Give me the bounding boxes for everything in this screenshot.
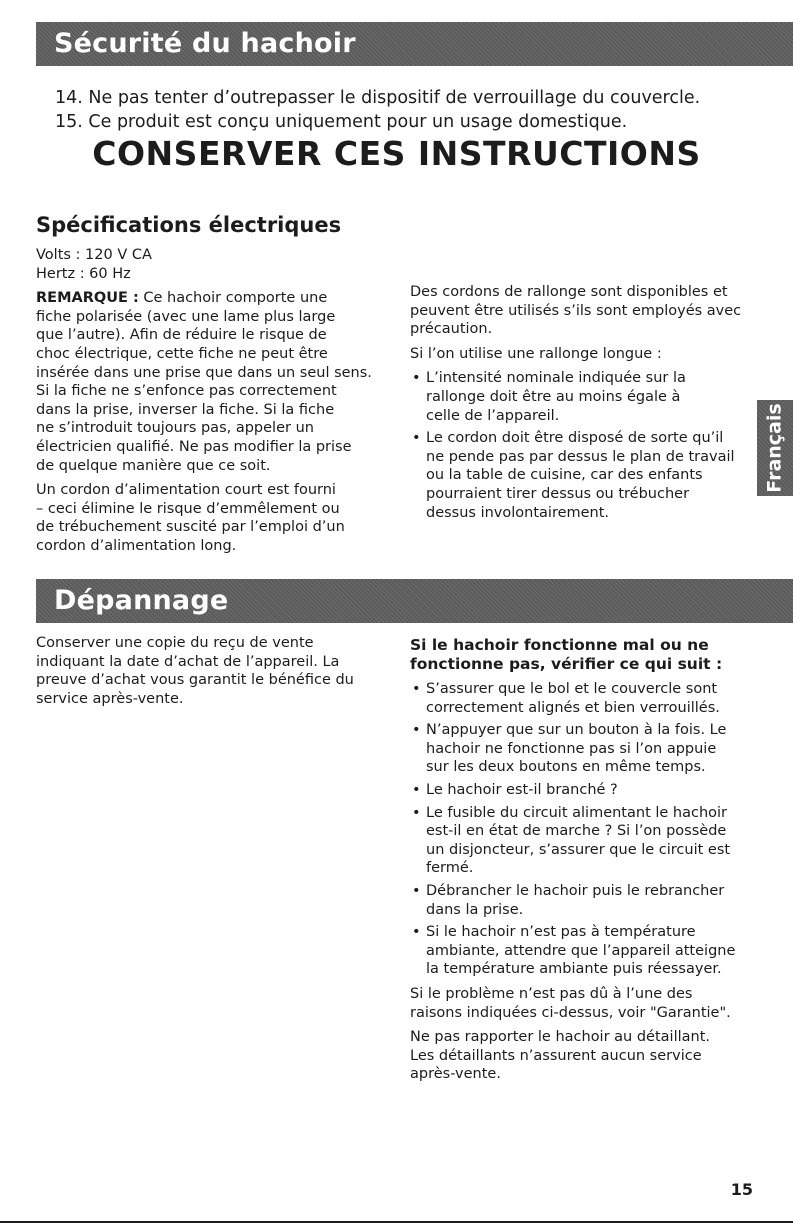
volts-line: Volts : 120 V CA bbox=[36, 247, 152, 263]
language-tab bbox=[757, 400, 793, 496]
remarque-line: de quelque manière que ce soit. bbox=[36, 457, 271, 474]
bullet-line: la température ambiante puis réessayer. bbox=[426, 961, 722, 978]
section-title: Sécurité du hachoir bbox=[54, 28, 356, 59]
bullet-line: • S’assurer que le bol et le couvercle sont bbox=[426, 681, 718, 697]
check-bullet bbox=[410, 882, 760, 919]
bullet-line: ou la table de cuisine, car des enfants bbox=[426, 467, 703, 484]
check-bullet bbox=[410, 923, 760, 979]
language-tab-label: Français bbox=[764, 403, 787, 493]
bullet-line: hachoir ne fonctionne pas si l’on appuie bbox=[426, 740, 717, 757]
check-heading bbox=[410, 636, 760, 674]
bullet-line: • Débrancher le hachoir puis le rebrancher bbox=[426, 882, 725, 899]
retailer-line: après-vente. bbox=[410, 1066, 501, 1083]
section-title: Dépannage bbox=[54, 585, 229, 616]
bullet-line: celle de l’appareil. bbox=[426, 407, 560, 424]
bullet-line: est-il en état de marche ? Si l’on possède bbox=[426, 823, 727, 840]
page-number: 15 bbox=[730, 1180, 753, 1199]
rallonge-paragraph bbox=[410, 283, 750, 339]
remarque-paragraph bbox=[36, 289, 386, 475]
receipt-line: preuve d’achat vous garantit le bénéfice du bbox=[36, 672, 354, 689]
remarque-line: dans la prise, inverser la fiche. Si la fiche bbox=[36, 401, 335, 418]
problem-line: raisons indiquées ci-dessus, voir "Garantie". bbox=[410, 1004, 731, 1021]
troubleshooting-left-column bbox=[36, 634, 386, 708]
safety-list bbox=[55, 86, 700, 134]
remarque-line: fiche polarisée (avec une lame plus large bbox=[36, 308, 336, 325]
retailer-paragraph bbox=[410, 1028, 760, 1084]
receipt-line: indiquant la date d’achat de l’appareil. La bbox=[36, 653, 340, 670]
receipt-paragraph bbox=[36, 634, 386, 708]
bullet-line: sur les deux boutons en même temps. bbox=[426, 759, 706, 776]
remarque-line: Ce hachoir comporte une bbox=[138, 290, 328, 307]
hertz-line: Hertz : 60 Hz bbox=[36, 265, 131, 282]
rallonge-bullet bbox=[410, 369, 750, 425]
electrical-heading: Spécifications électriques bbox=[36, 213, 342, 237]
bullet-line: un disjoncteur, s’assurer que le circuit est bbox=[426, 841, 731, 858]
check-bullet bbox=[410, 804, 760, 878]
check-bullet bbox=[410, 721, 760, 777]
retailer-line: Ne pas rapporter le hachoir au détaillant. bbox=[410, 1029, 710, 1046]
bullet-line: • Le hachoir est-il branché ? bbox=[426, 781, 618, 798]
bullet-line: • Le cordon doit être disposé de sorte qu’il bbox=[426, 430, 724, 447]
cordon-line: – ceci élimine le risque d’emmêlement ou bbox=[36, 500, 340, 517]
bullet-line: pourraient tirer dessus ou trébucher bbox=[426, 485, 690, 502]
bullet-line: • Le fusible du circuit alimentant le hachoir bbox=[426, 804, 728, 821]
cordon-line: cordon d’alimentation long. bbox=[36, 537, 237, 554]
cordon-line: de trébuchement suscité par l’emploi d’un bbox=[36, 519, 345, 536]
bullet-line: dans la prise. bbox=[426, 901, 524, 918]
electrical-left-column bbox=[36, 246, 386, 556]
troubleshooting-right-column bbox=[410, 636, 760, 1084]
problem-line: Si le problème n’est pas dû à l’une des bbox=[410, 985, 693, 1002]
bullet-line: • N’appuyer que sur un bouton à la fois. Le bbox=[426, 722, 727, 739]
check-bullet bbox=[410, 781, 760, 800]
rallonge-line: peuvent être utilisés s’ils sont employés avec bbox=[410, 302, 742, 319]
bullet-line: ambiante, attendre que l’appareil atteigne bbox=[426, 942, 736, 959]
check-heading-line: fonctionne pas, vérifier ce qui suit : bbox=[410, 655, 723, 673]
check-heading-line: Si le hachoir fonctionne mal ou ne bbox=[410, 636, 709, 654]
remarque-line: Si la fiche ne s’enfonce pas correctement bbox=[36, 383, 337, 400]
retailer-line: Les détaillants n’assurent aucun service bbox=[410, 1047, 702, 1064]
remarque-line: ne s’introduit toujours pas, appeler un bbox=[36, 420, 314, 437]
remarque-line: choc électrique, cette fiche ne peut être bbox=[36, 345, 328, 362]
check-bullet bbox=[410, 680, 760, 717]
conserver-heading: CONSERVER CES INSTRUCTIONS bbox=[92, 134, 701, 173]
remarque-label: REMARQUE : bbox=[36, 290, 139, 307]
problem-paragraph bbox=[410, 985, 760, 1022]
safety-item-15: 15. Ce produit est conçu uniquement pour un usage domestique. bbox=[55, 112, 628, 132]
rallonge-intro: Si l’on utilise une rallonge longue : bbox=[410, 345, 662, 362]
remarque-line: électricien qualifié. Ne pas modifier la prise bbox=[36, 438, 352, 455]
bullet-line: dessus involontairement. bbox=[426, 504, 610, 521]
cordon-paragraph bbox=[36, 481, 386, 555]
rallonge-line: Des cordons de rallonge sont disponibles et bbox=[410, 284, 728, 300]
receipt-line: service après-vente. bbox=[36, 690, 184, 707]
safety-item-14: 14. Ne pas tenter d’outrepasser le dispositif de verrouillage du couvercle. bbox=[55, 88, 701, 108]
bullet-line: fermé. bbox=[426, 860, 474, 877]
remarque-line: insérée dans une prise que dans un seul sens. bbox=[36, 364, 372, 381]
electrical-right-column bbox=[410, 283, 750, 526]
rallonge-line: précaution. bbox=[410, 321, 493, 338]
remarque-line: que l’autre). Afin de réduire le risque de bbox=[36, 327, 327, 344]
receipt-line: Conserver une copie du reçu de vente bbox=[36, 635, 314, 651]
bullet-line: ne pende pas par dessus le plan de travail bbox=[426, 448, 735, 465]
bullet-line: • Si le hachoir n’est pas à température bbox=[426, 924, 696, 941]
rallonge-bullet bbox=[410, 429, 750, 522]
section-banner-securite bbox=[36, 22, 793, 66]
bullet-line: correctement alignés et bien verrouillés. bbox=[426, 699, 720, 716]
cordon-line: Un cordon d’alimentation court est fourni bbox=[36, 482, 336, 499]
bottom-rule bbox=[0, 1221, 793, 1223]
bullet-line: rallonge doit être au moins égale à bbox=[426, 388, 681, 405]
bullet-line: • L’intensité nominale indiquée sur la bbox=[426, 370, 686, 387]
section-banner-depannage bbox=[36, 579, 793, 623]
